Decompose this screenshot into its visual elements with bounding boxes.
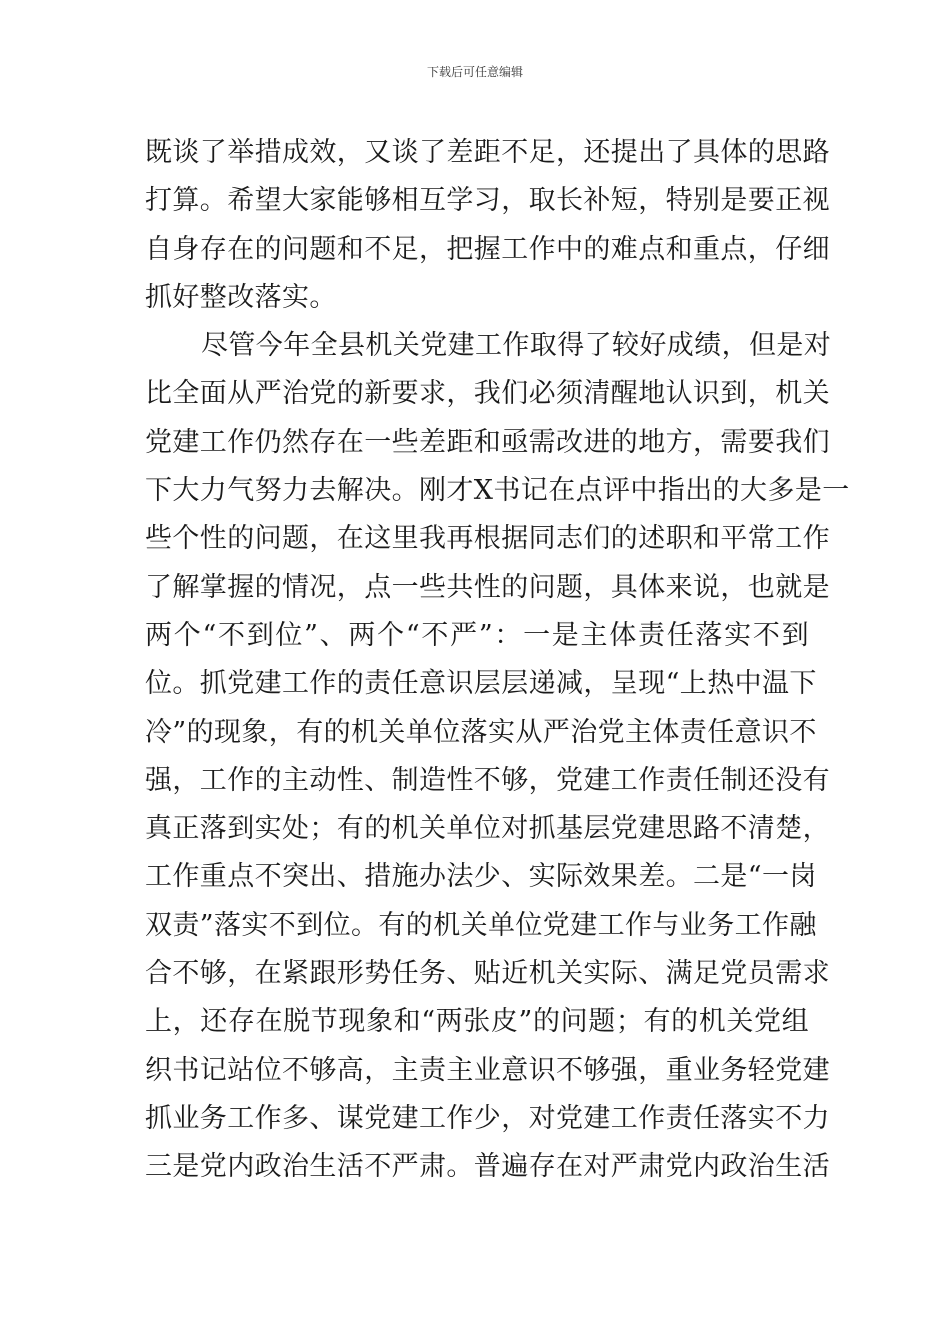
text-line: 既谈了举措成效，又谈了差距不足，还提出了具体的思路: [145, 137, 830, 168]
text-line: 合不够，在紧跟形势任务、贴近机关实际、满足党员需求: [145, 958, 830, 990]
text-line: 抓业务工作多、谋党建工作少，对党建工作责任落实不力: [145, 1102, 830, 1134]
page-header-note: 下载后可任意编辑: [426, 65, 523, 79]
document-body: [145, 129, 850, 1192]
text-line: 强，工作的主动性、制造性不够，党建工作责任制还没有: [145, 764, 830, 796]
text-line: 了解掌握的情况，点一些共性的问题，具体来说，也就是: [145, 571, 830, 603]
text-line: 自身存在的问题和不足，把握工作中的难点和重点，仔细: [145, 233, 830, 265]
text-line: 两个“不到位”、两个“不严”：一是主体责任落实不到: [145, 619, 809, 651]
text-line: 抓好整改落实。: [145, 281, 337, 313]
text-line: 尽管今年全县机关党建工作取得了较好成绩，但是对: [201, 330, 832, 362]
text-line: 织书记站位不够高，主责主业意识不够强，重业务轻党建: [145, 1054, 830, 1086]
text-line: 工作重点不突出、措施办法少、实际效果差。二是“一岗: [145, 861, 817, 893]
text-line: 位。抓党建工作的责任意识层层递减，呈现“上热中温下: [145, 668, 817, 700]
text-line: 冷”的现象，有的机关单位落实从严治党主体责任意识不: [145, 716, 817, 748]
text-line: 上，还存在脱节现象和“两张皮”的问题；有的机关党组: [145, 1006, 809, 1038]
text-line: 些个性的问题，在这里我再根据同志们的述职和平常工作: [145, 523, 830, 555]
text-line: 双责”落实不到位。有的机关单位党建工作与业务工作融: [145, 909, 817, 941]
text-line: 三是党内政治生活不严肃。普遍存在对严肃党内政治生活: [145, 1151, 830, 1183]
text-line: 比全面从严治党的新要求，我们必须清醒地认识到，机关: [145, 378, 830, 410]
text-line: 党建工作仍然存在一些差距和亟需改进的地方，需要我们: [145, 426, 830, 458]
text-line: 真正落到实处；有的机关单位对抓基层党建思路不清楚，: [145, 813, 830, 845]
text-line: 下大力气努力去解决。刚才X书记在点评中指出的大多是一: [145, 475, 850, 507]
text-line: 打算。希望大家能够相互学习，取长补短，特别是要正视: [145, 185, 830, 217]
